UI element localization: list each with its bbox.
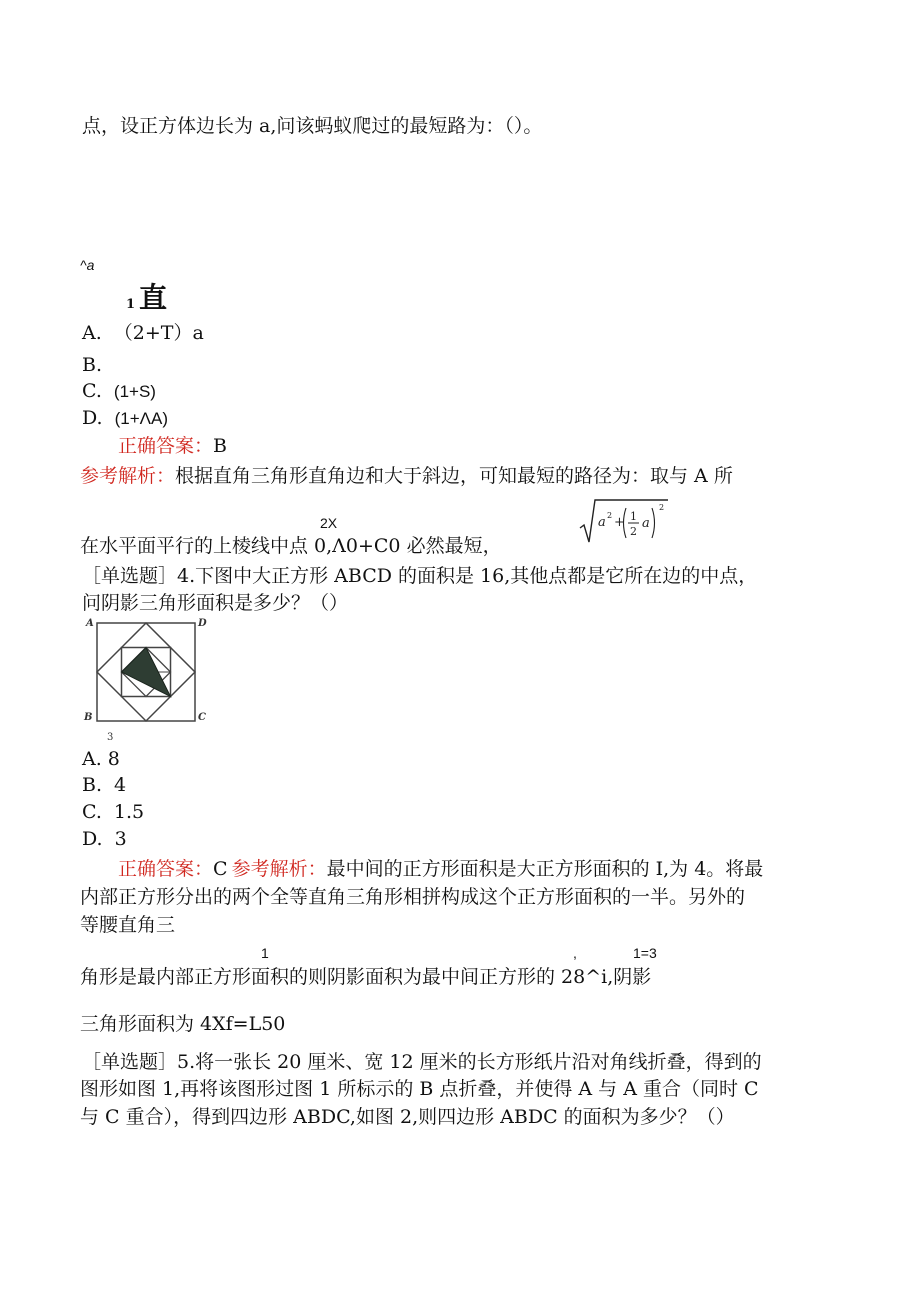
formula-one: 1: [630, 510, 637, 523]
answer-label: 正确答案：: [118, 435, 214, 457]
q4-analysis-line2: 内部正方形分出的两个全等直角三角形相拼构成这个正方形面积的一半。另外的: [80, 886, 746, 908]
q3-figure-mark: ^a: [80, 257, 95, 273]
q4-sup-b: ,: [573, 945, 577, 961]
q4-analysis-line5: 三角形面积为 4Xf=L50: [80, 1013, 286, 1035]
answer-value: C: [213, 858, 228, 880]
formula-two: 2: [630, 525, 637, 538]
corner-a-label: A: [86, 618, 94, 629]
option-label: A.: [82, 322, 102, 344]
q3-option-d: [82, 406, 168, 431]
formula-a1: a: [598, 515, 606, 530]
q4-option-c: [82, 800, 144, 824]
q3-analysis-sup: 2X: [320, 515, 338, 531]
q4-option-d: [82, 827, 127, 851]
q4-option-a: [82, 747, 120, 771]
q4-option-b: [82, 773, 126, 797]
option-label: A.: [82, 748, 102, 770]
q3-option-b: [82, 353, 102, 377]
q3-prefix-char: 直: [139, 281, 168, 314]
option-text: 8: [107, 748, 120, 770]
formula-plus: +: [614, 515, 625, 530]
q4-sup-a: 1: [261, 945, 269, 961]
q3-prefix-num: 1: [126, 297, 136, 312]
q5-stem-line3: 与 C 重合），得到四边形 ABDC,如图 2,则四边形 ABDC 的面积为多少？（）: [80, 1106, 735, 1128]
option-text: 3: [114, 828, 127, 850]
q3-answer: [118, 434, 227, 458]
q3-analysis-line2: 在水平面平行的上棱线中点 0,Λ0+C0 必然最短，: [80, 535, 502, 557]
q3-stem-tail: 点，设正方体边长为 a,问该蚂蚁爬过的最短路为：（）。: [82, 115, 543, 137]
option-label: D.: [82, 828, 103, 850]
q5-stem-line2: 图形如图 1,再将该图形过图 1 所标示的 B 点折叠，并使得 A 与 A 重合（同时 C: [80, 1078, 759, 1100]
nested-squares-figure: [80, 614, 210, 744]
corner-b-label: B: [84, 712, 93, 723]
q3-option-c: [82, 379, 156, 404]
analysis-label: 参考解析：: [231, 858, 327, 880]
formula-rparen: [652, 508, 655, 538]
q4-stem-line2: 问阴影三角形面积是多少？（）: [82, 592, 349, 614]
q5-stem-line1: ［单选题］5.将一张长 20 厘米、宽 12 厘米的长方形纸片沿对角线折叠，得到的: [82, 1051, 762, 1073]
option-label: C.: [82, 801, 102, 823]
formula-exp1: 2: [607, 511, 613, 520]
formula-exp2: 2: [659, 503, 665, 512]
option-label: C.: [82, 380, 102, 402]
q4-stem-line1: ［单选题］4.下图中大正方形 ABCD 的面积是 16,其他点都是它所在边的中点，: [82, 565, 758, 587]
option-label: D.: [82, 407, 103, 429]
q4-analysis-line4: 角形是最内部正方形面积的则阴影面积为最中间正方形的 28^i,阴影: [80, 966, 652, 988]
analysis-label: 参考解析：: [80, 465, 176, 487]
analysis-text: 最中间的正方形面积是大正方形面积的 I,为 4。将最: [326, 858, 764, 880]
option-label: B.: [82, 774, 103, 796]
sqrt-formula: [578, 494, 670, 548]
q4-answer-analysis-line1: [118, 857, 763, 881]
figure-caption-num: 3: [107, 732, 114, 743]
answer-value: B: [213, 435, 227, 457]
corner-d-label: D: [198, 618, 207, 629]
q4-analysis-line3: 等腰直角三: [80, 914, 176, 936]
q3-analysis-line1: [80, 464, 733, 488]
answer-label: 正确答案：: [118, 858, 214, 880]
option-label: B.: [82, 354, 103, 376]
corner-c-label: C: [198, 712, 206, 723]
option-text: (1+S): [113, 382, 156, 401]
analysis-text: 根据直角三角形直角边和大于斜边，可知最短的路径为：取与 A 所: [175, 465, 733, 487]
option-text: （2+T）a: [113, 322, 204, 344]
formula-a2: a: [642, 516, 650, 531]
q4-sup-c: 1=3: [633, 945, 657, 961]
q3-option-a: [82, 321, 204, 345]
option-text: (1+ΛA): [114, 409, 169, 428]
option-text: 4: [114, 774, 127, 796]
option-text: 1.5: [113, 801, 145, 823]
